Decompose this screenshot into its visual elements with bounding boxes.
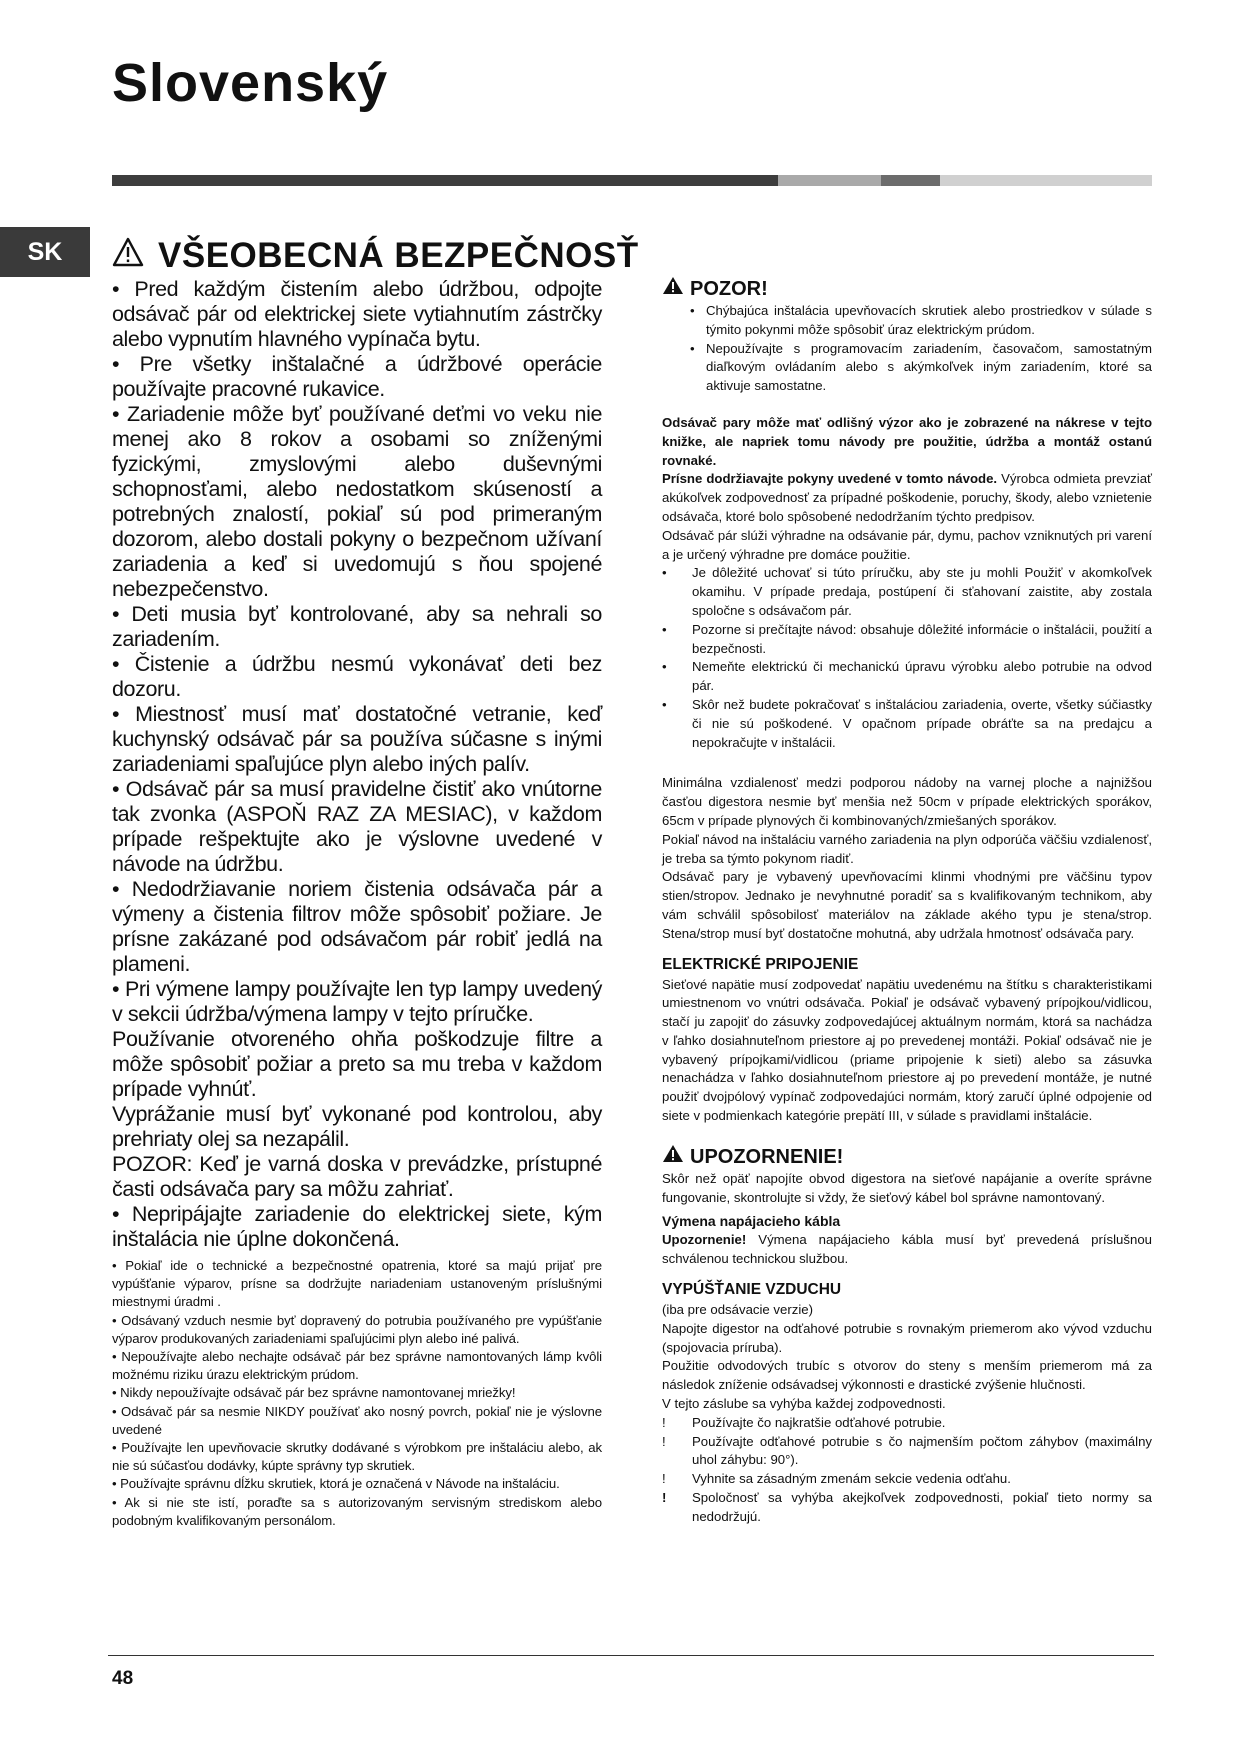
upozornenie-heading: [662, 1144, 1152, 1170]
instructions-bold: Prísne dodržiavajte pokyny uvedené v tomto návode.: [662, 471, 998, 487]
header-bar-segment: [940, 175, 1152, 186]
list-item-text: Používajte odťahové potrubie s čo najmenším počtom záhybov (maximálny uhol záhybu: 90°).: [692, 1433, 1152, 1468]
header-bar-segment: [881, 175, 940, 186]
general-list: [662, 564, 1152, 752]
list-item: • Pozorne si prečítajte návod: obsahuje dôležité informácie o inštalácii, použití a bezpečnosti.: [662, 621, 1152, 656]
list-item-text: Pozorne si prečítajte návod: obsahuje dôležité informácie o inštalácii, použití a bezpečnosti.: [692, 621, 1152, 656]
list-item-text: Je dôležité uchovať si túto príručku, aby ste ju mohli Použiť v akomkoľvek okamihu. V prípade predaja, postúpení či sťahovaní zaistite, aby zostala spoločne s odsávačom pár.: [692, 565, 1152, 618]
list-item: • Skôr než budete pokračovať s inštaláciou zariadenia, overte, všetky súčiastky či nie sú poškodené. V opačnom prípade obráťte sa na predajcu a nepokračujte v inštalácii.: [662, 696, 1152, 750]
list-item: ! Spoločnosť sa vyhýba akejkoľvek zodpovednosti, pokiaľ tieto normy sa nedodržujú.: [662, 1490, 1152, 1524]
cable-text: Výmena napájacieho kábla musí byť prevedená príslušnou schválenou technickou službou.: [662, 1232, 1152, 1267]
list-item: ! Používajte odťahové potrubie s čo najmenším počtom záhybov (maximálny uhol záhybu: 90°).: [662, 1433, 1152, 1468]
distance-paragraph: Odsávač pary je vybavený upevňovacími klinmi vhodnými pre väčšinu typov stien/stropov. Jednako je nevyhnutné poradiť sa s kvalifikovaným technikom, aby vám schválil spôsobilosť materiálov na základe akého typu je stena/strop. Stena/strop musí byť dostatočne mohutná, aby udržala hmotnosť odsávača pary.: [662, 869, 1152, 941]
safety-paragraph: • Pred každým čistením alebo údržbou, odpojte odsávač pár od elektrickej siete vytiahnutím zástrčky alebo vypnutím hlavného vypínača bytu.: [112, 277, 602, 351]
safety-paragraph: Vyprážanie musí byť vykonané pod kontrolou, aby prehriaty olej sa nezapálil.: [112, 1102, 602, 1151]
pozor-heading: [662, 276, 1152, 302]
list-item: • Nepoužívajte s programovacím zariadením, časovačom, samostatným diaľkovým ovládaním alebo s akýmkoľvek iným zariadením, ktoré sa aktivuje samostatne.: [690, 340, 1152, 394]
safety-note: • Nepoužívajte alebo nechajte odsávač pár bez správne namontovaných lámp kvôli možnému riziku úrazu elektrickým prúdom.: [112, 1349, 602, 1383]
list-item-text: Vyhnite sa zásadným zmenám sekcie vedenia odťahu.: [692, 1471, 1011, 1487]
list-item: ! Používajte čo najkratšie odťahové potrubie.: [662, 1414, 946, 1430]
instructions-paragraph: [662, 470, 1152, 526]
list-item: • Nemeňte elektrickú či mechanickú úpravu výrobku alebo potrubie na odvod pár.: [662, 659, 1152, 694]
page-language-title: Slovenský: [112, 53, 389, 113]
safety-paragraph: Používanie otvoreného ohňa poškodzuje filtre a môže spôsobiť požiar a preto sa mu treba v každom prípade vyhnúť.: [112, 1027, 602, 1101]
safety-paragraph: POZOR: Keď je varná doska v prevádzke, prístupné časti odsávača pary sa môžu zahriať.: [112, 1152, 602, 1201]
safety-note: • Odsávač pár sa nesmie NIKDY používať ako nosný povrch, pokiaľ nie je výslovne uvedené: [112, 1403, 602, 1437]
instructions-text: Výrobca odmieta prevziať akúkoľvek zodpovednosť za prípadné poškodenie, poruchy, škody, alebo vznietenie odsávača, ktoré bolo spôsobené nedodržaním týchto predpisov.: [662, 471, 1152, 524]
safety-note: • Používajte správnu dĺžku skrutiek, ktorá je označená v Návode na inštaláciu.: [112, 1476, 560, 1492]
cable-paragraph: [662, 1231, 1152, 1269]
cable-bold: Upozornenie!: [662, 1232, 747, 1248]
distance-paragraph: Pokiaľ návod na inštaláciu varného zariadenia na plyn odporúča väčšiu vzdialenosť, je treba sa týmto pokynom riadiť.: [662, 831, 1152, 866]
list-item: • Je dôležité uchovať si túto príručku, aby ste ju mohli Použiť v akomkoľvek okamihu. V prípade predaja, postúpení či sťahovaní zaistite, aby zostala spoločne s odsávačom pár.: [662, 565, 1152, 618]
list-item-text: Chýbajúca inštalácia upevňovacích skrutiek alebo prostriedkov v súlade s týmito pokynmi môže spôsobiť úraz elektrickým prúdom.: [706, 303, 1152, 337]
list-item: ! Vyhnite sa zásadným zmenám sekcie vedenia odťahu.: [662, 1471, 1011, 1487]
footer-divider: [108, 1655, 1154, 1656]
electrical-paragraph: Sieťové napätie musí zodpovedať napätiu uvedenému na štítku s charakteristikami umiestnenom vo vnútri odsávača. Pokiaľ je odsávač vybavený prípojkou/vidlicou, stačí ju zapojiť do zásuvky zodpovedajúcej aktuálnym normám, ktorá sa nachádza v ľahko dosiahnuteľnom priestore aj po prevedenej montáži. Pokiaľ odsávač nie je vybavený prípojkami/vidlicou (priame pripojenie k sieti) alebo sa zásuvka nenachádza v ľahko dosiahnuteľnom priestore aj po prevedení montáže, je nutné použiť dvojpólový vypínač zodpovedajúci normám, ktorý zaručí úplné odpojenie od siete v podmienkach kategórie prepätí III, v súlade s pravidlami inštalácie.: [662, 976, 1152, 1124]
notice-paragraph: Odsávač pary môže mať odlišný výzor ako je zobrazené na nákrese v tejto knižke, ale napriek tomu návody pre použitie, údržba a montáž ostanú rovnaké.: [662, 414, 1152, 468]
ventilation-list: [662, 1414, 1152, 1527]
safety-note: • Ak si nie ste istí, poraďte sa s autorizovaným servisným strediskom alebo podobným kvalifikovaným personálom.: [112, 1494, 602, 1528]
safety-note: • Nikdy nepoužívajte odsávač pár bez správne namontovanej mriežky!: [112, 1385, 516, 1401]
header-bar-segment: [112, 175, 778, 186]
safety-paragraph: • Miestnosť musí mať dostatočné vetranie, keď kuchynský odsávač pár sa používa súčasne s inými zariadeniami spaľujúce plyn alebo iných palív.: [112, 702, 602, 776]
purpose-paragraph: Odsávač pár slúži výhradne na odsávanie pár, dymu, pachov vzniknutých pri varení a je určený výhradne pre domáce použitie.: [662, 527, 1152, 562]
distance-paragraph: Minimálna vzdialenosť medzi podporou nádoby na varnej ploche a najnižšou časťou digestora nesmie byť menšia než 50cm v prípade elektrických sporákov, 65cm v prípade plynových či kombinovaných/zmiešaných sporákov.: [662, 775, 1152, 828]
left-column: [112, 277, 602, 1530]
upozornenie-title: UPOZORNENIE!: [690, 1145, 844, 1168]
safety-paragraph: • Čistenie a údržbu nesmú vykonávať deti bez dozoru.: [112, 652, 602, 701]
list-item-text: Používajte čo najkratšie odťahové potrubie.: [692, 1414, 946, 1430]
safety-note: • Pokiaľ ide o technické a bezpečnostné opatrenia, ktoré sa majú prijať pre vypúšťanie výparov, prísne sa dodržujte nariadeniam ustanoveným príslušnými miestnymi úradmi .: [112, 1258, 602, 1310]
ventilation-heading: VYPÚŠŤANIE VZDUCHU: [662, 1281, 842, 1299]
language-tab: SK: [0, 227, 90, 277]
list-item-text: Nepoužívajte s programovacím zariadením, časovačom, samostatným diaľkovým ovládaním alebo s akýmkoľvek iným zariadením, ktoré sa aktivuje samostatne.: [706, 340, 1152, 394]
safety-note: • Používajte len upevňovacie skrutky dodávané s výrobkom pre inštaláciu alebo, ak nie sú súčasťou dodávky, kúpte správny typ skrutiek.: [112, 1440, 602, 1474]
list-item: • Chýbajúca inštalácia upevňovacích skrutiek alebo prostriedkov v súlade s týmito pokynmi môže spôsobiť úraz elektrickým prúdom.: [690, 303, 1152, 337]
section-heading: [112, 236, 639, 276]
ventilation-line: V tejto záslube sa vyhýba každej zodpovednosti.: [662, 1396, 946, 1412]
pozor-list: [662, 302, 1152, 396]
cable-heading: Výmena napájacieho kábla: [662, 1213, 841, 1230]
electrical-heading: ELEKTRICKÉ PRIPOJENIE: [662, 955, 859, 973]
warning-filled-icon: [662, 1144, 684, 1170]
safety-paragraph: • Deti musia byť kontrolované, aby sa nehrali so zariadením.: [112, 602, 602, 651]
ventilation-line: Napojte digestor na odťahové potrubie s rovnakým priemerom ako vývod vzduchu (spojovacia príruba).: [662, 1320, 1152, 1355]
safety-paragraph: • Pre všetky inštalačné a údržbové operácie používajte pracovné rukavice.: [112, 352, 602, 401]
safety-paragraph: • Odsávač pár sa musí pravidelne čistiť ako vnútorne tak zvonka (ASPOŇ RAZ ZA MESIAC), v každom prípade rešpektujte ako je výslovne uvedené v návode na údržbu.: [112, 777, 602, 876]
warning-filled-icon: [662, 276, 684, 302]
safety-paragraph: • Zariadenie môže byť používané deťmi vo veku nie menej ako 8 rokov a osobami so zníženými fyzickými, zmyslovými alebo duševnými schopnosťami, alebo nedostatkom skúseností a potrebných znalostí, pokiaľ sú pod primeraným dozorom, alebo dostali pokyny o bezpečnom užívaní zariadenia a keď si uvedomujú s ňou spojené nebezpečenstvo.: [112, 402, 602, 601]
safety-paragraph: • Pri výmene lampy používajte len typ lampy uvedený v sekcii údržba/výmena lampy v tejto príručke.: [112, 977, 602, 1026]
list-item-text: Nemeňte elektrickú či mechanickú úpravu výrobku alebo potrubie na odvod pár.: [692, 659, 1152, 694]
safety-paragraph: • Nepripájajte zariadenie do elektrickej siete, kým inštalácia nie úplne dokončená.: [112, 1202, 602, 1251]
warning-triangle-icon: [112, 236, 144, 276]
upozornenie-paragraph: Skôr než opäť napojíte obvod digestora na sieťové napájanie a overíte správne fungovanie, skontrolujte si vždy, že sieťový kábel bol správne namontovaný.: [662, 1170, 1152, 1205]
ventilation-line: (iba pre odsávacie verzie): [662, 1302, 813, 1318]
safety-paragraph: • Nedodržiavanie noriem čistenia odsávača pár a výmeny a čistenia filtrov môže spôsobiť požiare. Je prísne zakázané pod odsávačom pár robiť jedlá na plameni.: [112, 877, 602, 976]
safety-note: • Odsávaný vzduch nesmie byť dopravený do potrubia používaného pre vypúšťanie výparov produkovaných zariadeniami spaľujúcimi plyn alebo iné palivá.: [112, 1312, 602, 1346]
page-number: 48: [112, 1668, 134, 1689]
ventilation-line: Použitie odvodových trubíc s otvorov do steny s menším priemerom má za následok zníženie odsávadsej výkonnosti e drastické zvýšenie hlučnosti.: [662, 1358, 1152, 1393]
section-heading-text: VŠEOBECNÁ BEZPEČNOSŤ: [158, 236, 639, 275]
pozor-title: POZOR!: [690, 278, 768, 300]
header-bar-segment: [778, 175, 881, 186]
right-column: [662, 276, 1152, 1527]
list-item-text: Spoločnosť sa vyhýba akejkoľvek zodpovednosti, pokiaľ tieto normy sa nedodržujú.: [692, 1490, 1152, 1524]
list-item-text: Skôr než budete pokračovať s inštaláciou zariadenia, overte, všetky súčiastky či nie sú poškodené. V opačnom prípade obráťte sa na predajcu a nepokračujte v inštalácii.: [692, 696, 1152, 750]
